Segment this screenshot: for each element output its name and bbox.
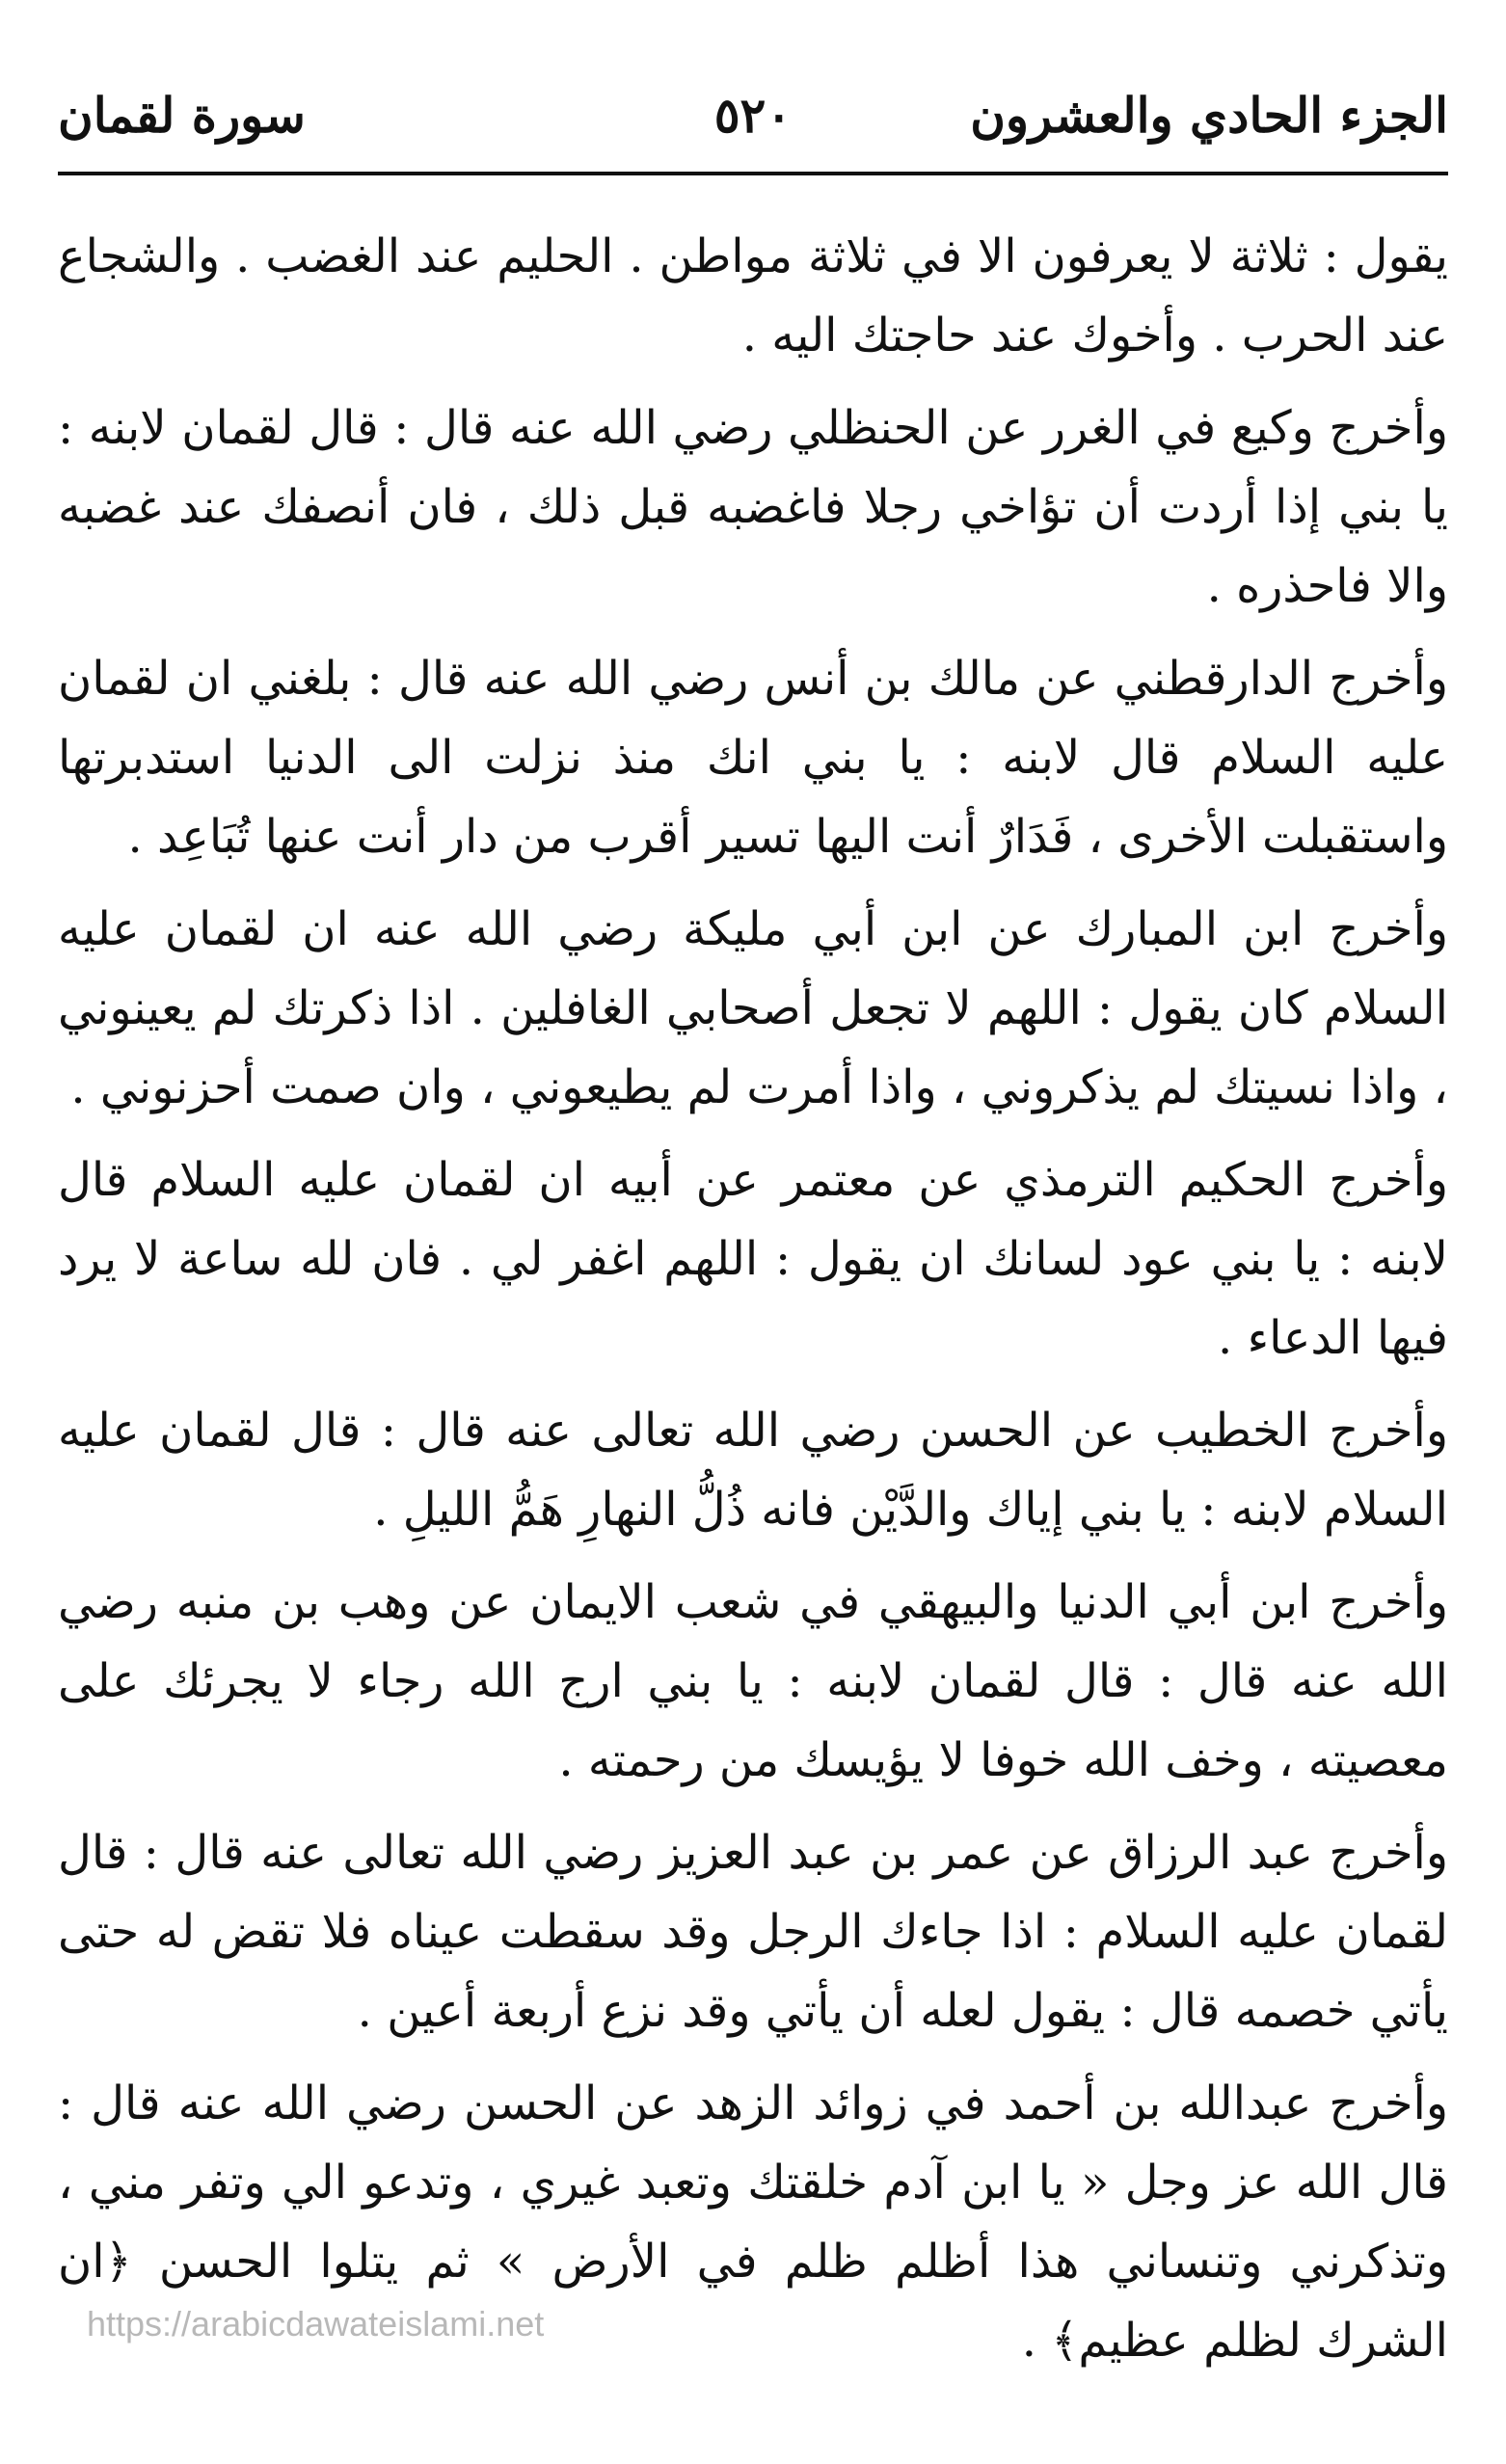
paragraph: وأخرج الخطيب عن الحسن رضي الله تعالى عنه قال : قال لقمان عليه السلام لابنه : يا بني إياك والدَّيْن فانه ذُلُّ النهارِ هَمُّ الليلِ . bbox=[58, 1404, 1448, 1537]
paragraph: وأخرج ابن المبارك عن ابن أبي مليكة رضي الله عنه ان لقمان عليه السلام كان يقول : اللهم لا تجعل أصحابي الغافلين . اذا ذكرتك لم يعينوني ، واذا نسيتك لم يذكروني ، واذا أمرت لم يطيعوني ، وان صمت أحزنوني . bbox=[58, 902, 1448, 1114]
juz-label: الجزء الحادي والعشرون bbox=[970, 87, 1448, 144]
paragraph: وأخرج ابن أبي الدنيا والبيهقي في شعب الايمان عن وهب بن منبه رضي الله عنه قال : قال لقمان لابنه : يا بني ارج الله رجاء لا يجرئك على معصيته ، وخف الله خوفا لا يؤيسك من رحمته . bbox=[58, 1575, 1448, 1787]
paragraph: وأخرج عبدالله بن أحمد في زوائد الزهد عن الحسن رضي الله عنه قال : قال الله عز وجل « يا ابن آدم خلقتك وتعبد غيري ، وتدعو الي وتفر مني ، وتذكرني وتنساني هذا أظلم ظلم في الأرض » ثم يتلوا الحسن ﴿ان الشرك لظلم عظيم﴾ . bbox=[58, 2076, 1448, 2368]
paragraph: وأخرج الحكيم الترمذي عن معتمر عن أبيه ان لقمان عليه السلام قال لابنه : يا بني عود لسانك ان يقول : اللهم اغفر لي . فان لله ساعة لا يرد فيها الدعاء . bbox=[58, 1153, 1448, 1365]
page-number: ٥٢٠ bbox=[713, 87, 793, 144]
paragraph: وأخرج الدارقطني عن مالك بن أنس رضي الله عنه قال : بلغني ان لقمان عليه السلام قال لابنه : يا بني انك منذ نزلت الى الدنيا استدبرتها واستقبلت الأخرى ، فَدَارٌ أنت اليها تسير أقرب من دار أنت عنها تُبَاعِد . bbox=[58, 652, 1448, 864]
header-divider bbox=[58, 172, 1448, 175]
surah-label: سورة لقمان bbox=[58, 87, 306, 144]
page-header bbox=[58, 67, 1448, 174]
paragraph: وأخرج عبد الرزاق عن عمر بن عبد العزيز رضي الله تعالى عنه قال : قال لقمان عليه السلام : اذا جاءك الرجل وقد سقطت عيناه فلا تقض له حتى يأتي خصمه قال : يقول لعله أن يأتي وقد نزع أربعة أعين . bbox=[58, 1826, 1448, 2038]
watermark-url: https://arabicdawateislami.net bbox=[87, 2304, 545, 2343]
body-text bbox=[58, 217, 1448, 2394]
paragraph: وأخرج وكيع في الغرر عن الحنظلي رضي الله عنه قال : قال لقمان لابنه : يا بني إذا أردت أن تؤاخي رجلا فاغضبه قبل ذلك ، فان أنصفك عند غضبه والا فاحذره . bbox=[58, 401, 1449, 613]
paragraph: يقول : ثلاثة لا يعرفون الا في ثلاثة مواطن . الحليم عند الغضب . والشجاع عند الحرب . وأخوك عند حاجتك اليه . bbox=[58, 229, 1448, 362]
